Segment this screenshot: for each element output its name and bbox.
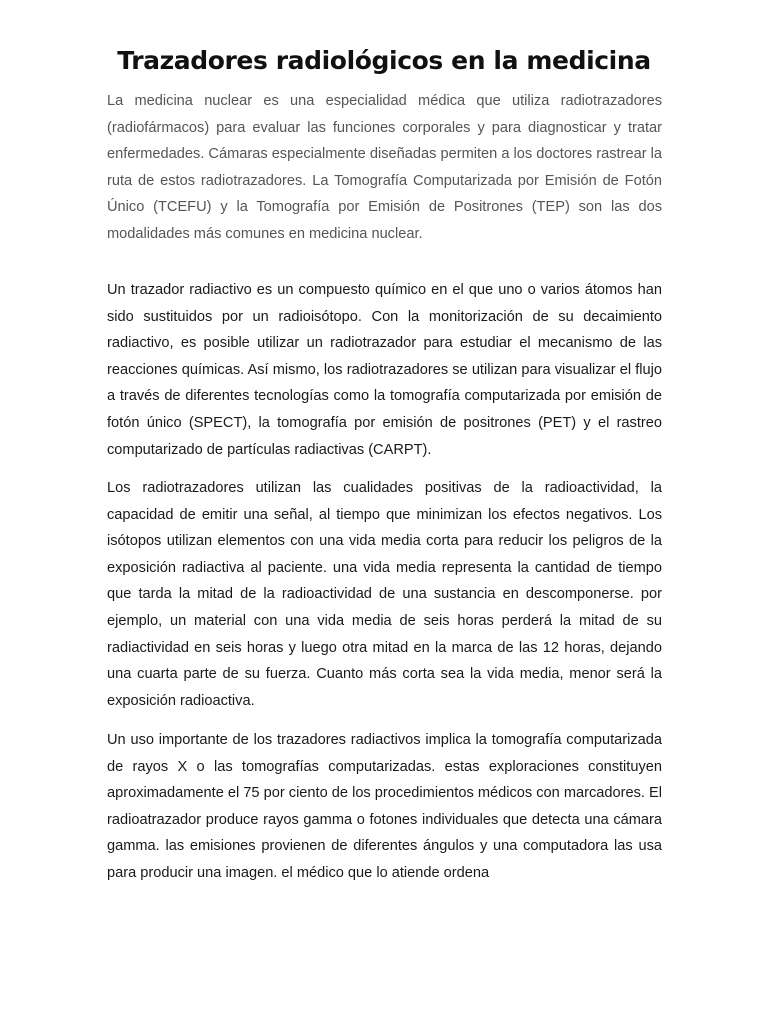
- paragraph-trazador-radiactivo: Un trazador radiactivo es un compuesto químico en el que uno o varios átomos han sido sustituidos por un radioisótopo. Con la monitorización de su decaimiento radiactivo, es posible utilizar un radiotrazador para estudiar el mecanismo de las reacciones químicas. Así mismo, los radiotrazadores se utilizan para visualizar el flujo a través de diferentes tecnologías como la tomografía computarizada por emisión de fotón único (SPECT), la tomografía por emisión de positrones (PET) y el rastreo computarizado de partículas radiactivas (CARPT).: [107, 282, 662, 458]
- page-title: Trazadores radiológicos en la medicina: [117, 46, 651, 75]
- paragraph-intro: La medicina nuclear es una especialidad médica que utiliza radiotrazadores (radiofármacos) para evaluar las funciones corporales y para diagnosticar y tratar enfermedades. Cámaras especialmente diseñadas permiten a los doctores rastrear la ruta de estos radiotrazadores. La Tomografía Computarizada por Emisión de Fotón Único (TCEFU) y la Tomografía por Emisión de Positrones (TEP) son las dos modalidades más comunes en medicina nuclear.: [107, 93, 662, 242]
- paragraph-radiotrazadores: Los radiotrazadores utilizan las cualidades positivas de la radioactividad, la capacidad de emitir una señal, al tiempo que minimizan los efectos negativos. Los isótopos utilizan elementos con una vida media corta para reducir los peligros de la exposición radiactiva al paciente. una vida media representa la cantidad de tiempo que tarda la mitad de la radioactividad de una sustancia en descomponerse. por ejemplo, un material con una vida media de seis horas perderá la mitad de su radiactividad en seis horas y luego otra mitad en la marca de las 12 horas, dejando una cuarta parte de su fuerza. Cuanto más corta sea la vida media, menor será la exposición radioactiva.: [107, 480, 662, 709]
- paragraph-uso-importante: Un uso importante de los trazadores radiactivos implica la tomografía computarizada de rayos X o las tomografías computarizadas. estas exploraciones constituyen aproximadamente el 75 por ciento de los procedimientos médicos con marcadores. El radioatrazador produce rayos gamma o fotones individuales que detecta una cámara gamma. las emisiones provienen de diferentes ángulos y una computadora las usa para producir una imagen. el médico que lo atiende ordena: [107, 732, 662, 881]
